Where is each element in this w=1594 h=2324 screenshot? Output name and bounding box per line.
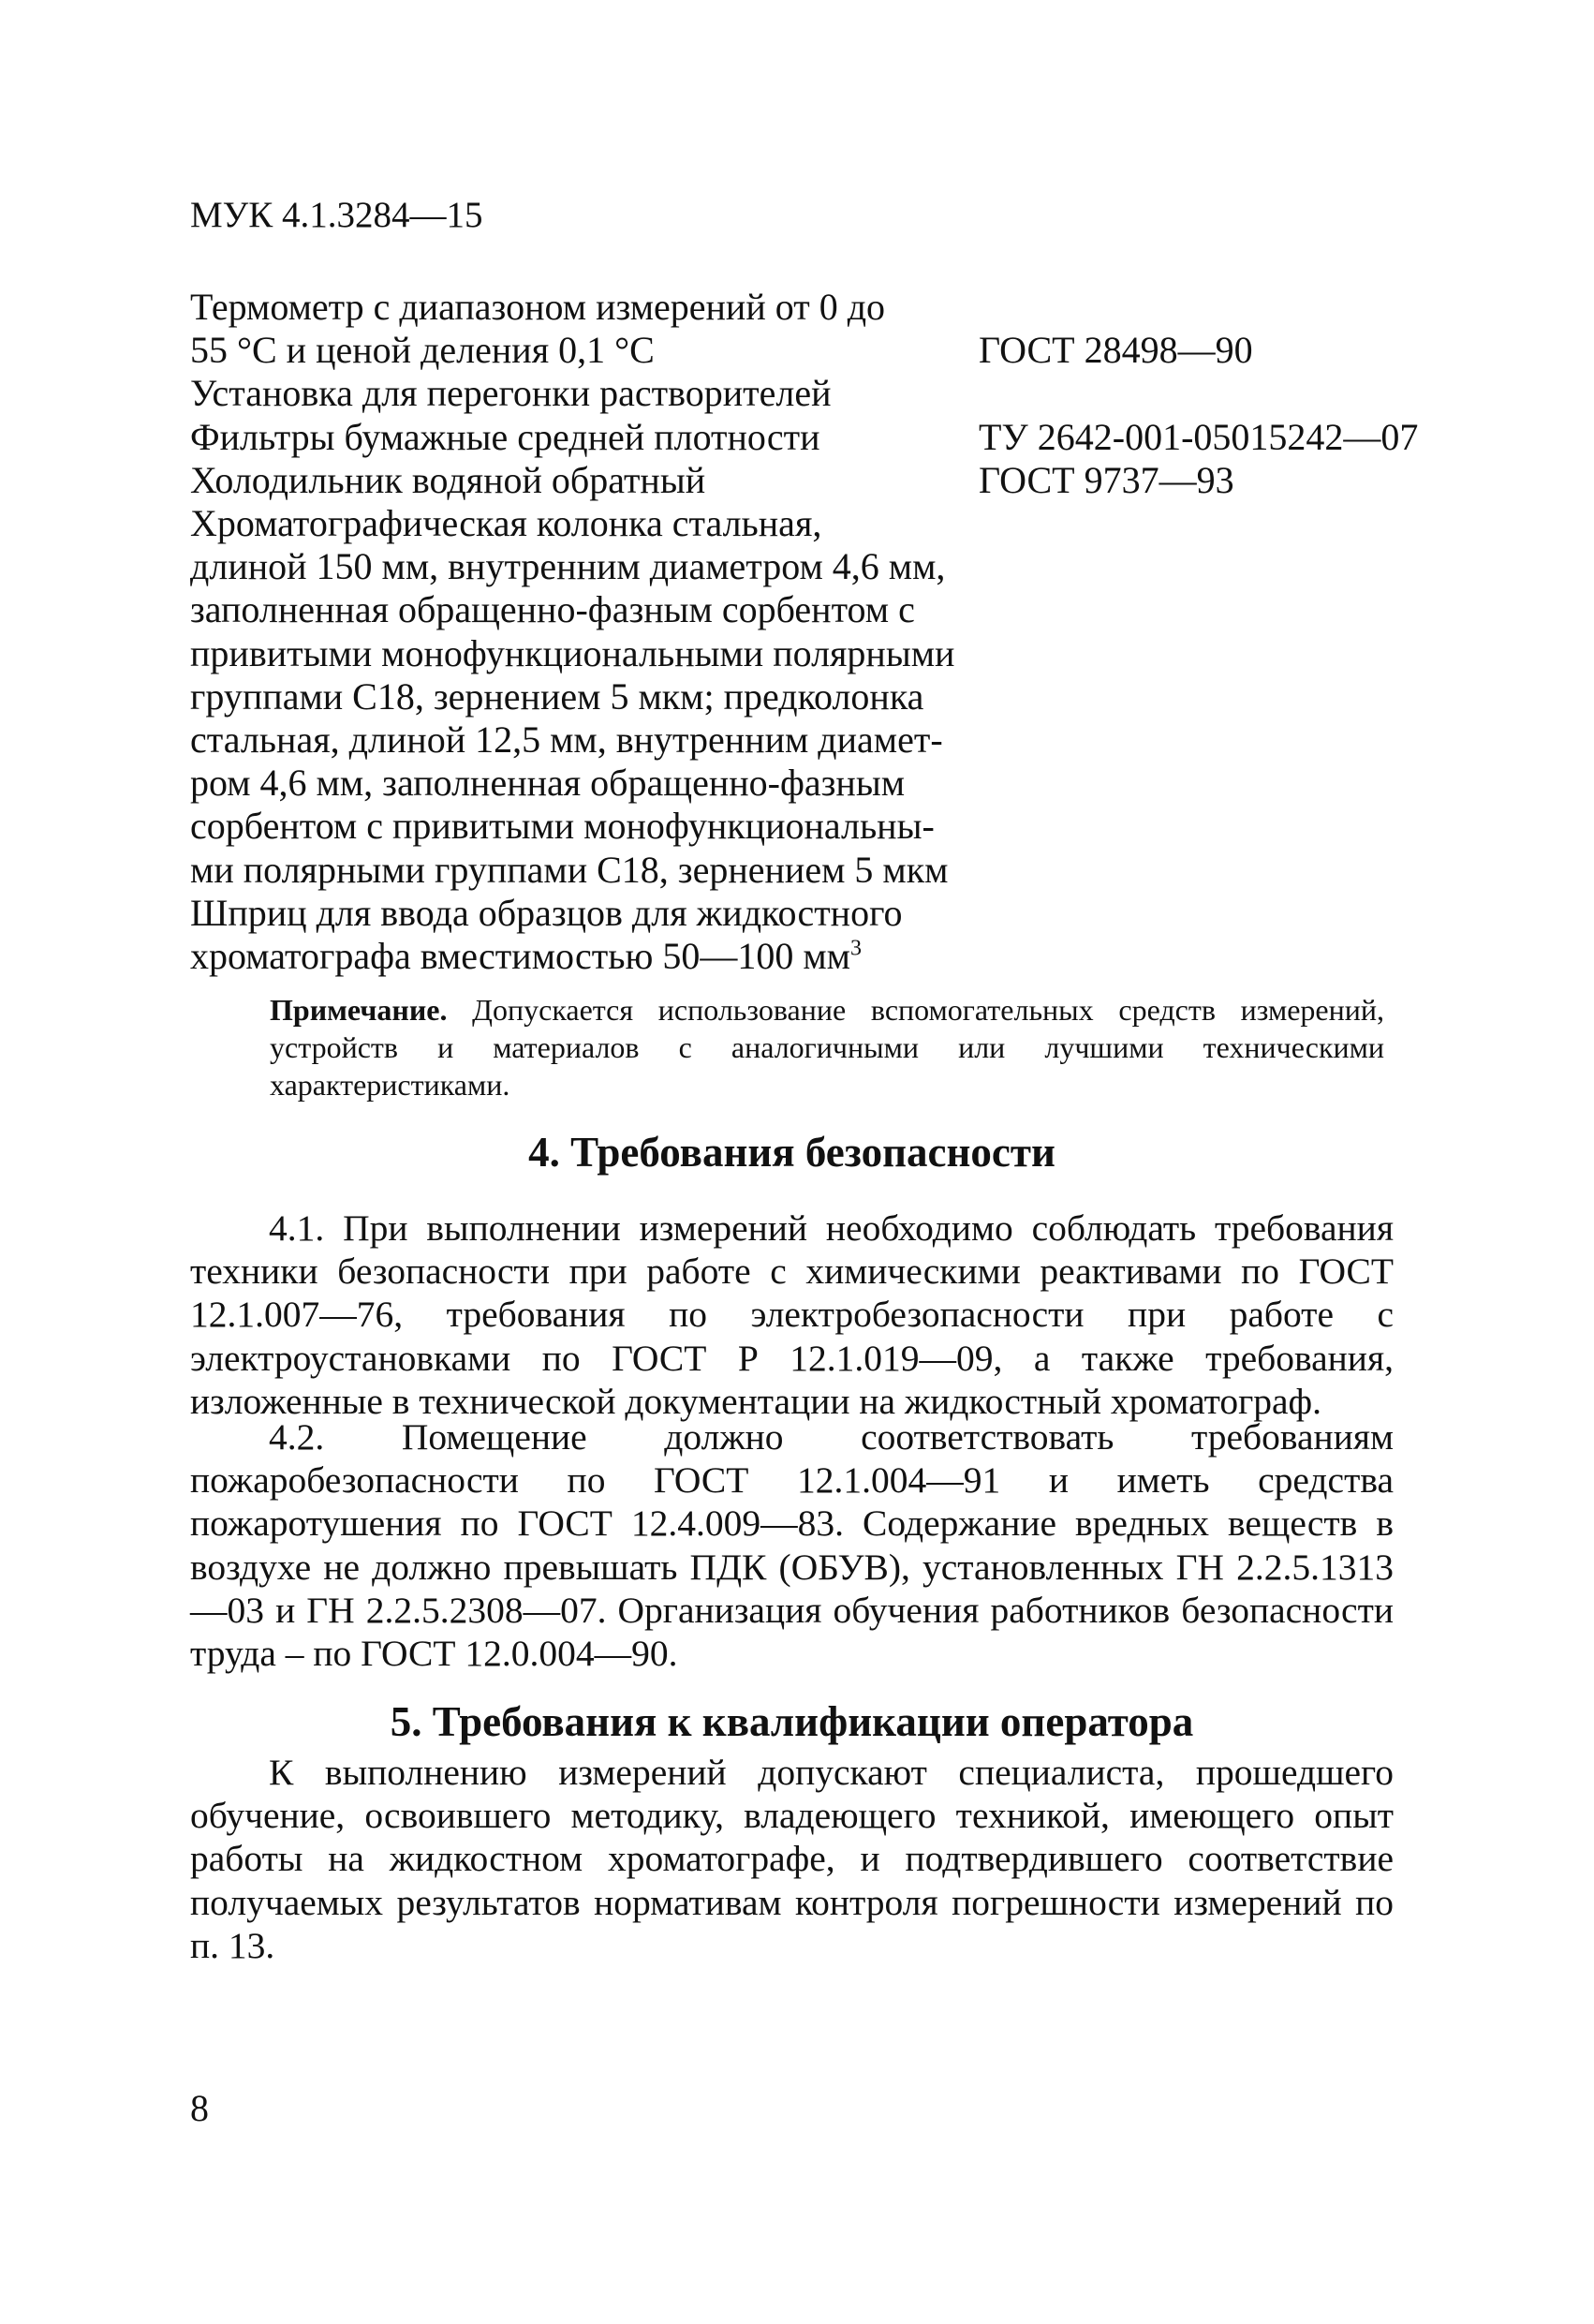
- section-4-paragraph-2: 4.2. Помещение должно соответствовать требованиям пожаробезопасности по ГОСТ 12.1.004—91 и иметь средства пожаротушения по ГОСТ 12.4.009—83. Содержание вредных веществ в воздухе не должно превышать ПДК (ОБУВ), установленных ГН 2.2.5.1313—03 и ГН 2.2.5.2308—07. Организация обучения работников безопасности труда – по ГОСТ 12.0.004—90.: [190, 1416, 1394, 1675]
- equipment-standard: ГОСТ 9737—93: [979, 458, 1234, 501]
- equipment-name: [190, 892, 996, 978]
- equipment-standard: ГОСТ 28498—90: [979, 329, 1253, 372]
- equipment-name: Термометр с диапазоном измерений от 0 до 55 °С и ценой деления 0,1 °С: [190, 286, 886, 372]
- equipment-row: [190, 502, 1426, 892]
- note-text: Допускается использование вспомогательных средств измерений, устройств и материалов с аналогичными или лучшими техническими характеристиками.: [270, 993, 1384, 1102]
- equipment-row: [190, 372, 1426, 415]
- section-5-heading: 5. Требования к квалификации оператора: [390, 1698, 1194, 1745]
- section-4-heading: 4. Требования безопасности: [528, 1129, 1055, 1176]
- document-code: МУК 4.1.3284—15: [190, 195, 483, 235]
- page-number: 8: [190, 2087, 209, 2129]
- equipment-standard: ТУ 2642-001-05015242—07: [979, 415, 1419, 458]
- equipment-name: Фильтры бумажные средней плотности: [190, 415, 820, 458]
- equipment-name: Установка для перегонки растворителей: [190, 372, 832, 415]
- equipment-row: [190, 459, 1426, 502]
- section-5-paragraph-1: К выполнению измерений допускают специалиста, прошедшего обучение, освоившего методику, владеющего техникой, имеющего опыт работы на жидкостном хроматографе, и подтвердившего соответствие получаемых результатов нормативам контроля погрешности измерений по п. 13.: [190, 1752, 1394, 1966]
- equipment-list: [190, 286, 1426, 978]
- unit-exponent: 3: [849, 936, 862, 961]
- note-paragraph: [270, 991, 1384, 1103]
- equipment-name: Хроматографическая колонка стальная, длиной 150 мм, внутренним диаметром 4,6 мм, заполненная обращенно-фазным сорбентом с привитыми монофункциональными полярными группами C18, зернением 5 мкм; предколонка стальная, длиной 12,5 мм, внутренним диамет- ром 4,6 мм, заполненная обращенно-фазным сорбентом с привитыми монофункциональны- ми полярными группами C18, зернением 5 мкм: [190, 502, 955, 891]
- equipment-row: [190, 892, 1426, 978]
- equipment-row: [190, 416, 1426, 459]
- note-label: Примечание.: [270, 993, 448, 1027]
- equipment-name: Холодильник водяной обратный: [190, 458, 706, 501]
- equipment-row: [190, 286, 1426, 372]
- section-4-paragraph-1: 4.1. При выполнении измерений необходимо соблюдать требования техники безопасности при работе с химическими реактивами по ГОСТ 12.1.007—76, требования по электробезопасности при работе с электроустановками по ГОСТ Р 12.1.019—09, а также требования, изложенные в технической документации на жидкостный хроматограф.: [190, 1207, 1394, 1422]
- equipment-name-text: Шприц для ввода образцов для жидкостного хроматографа вместимостью 50—100 мм: [190, 891, 903, 978]
